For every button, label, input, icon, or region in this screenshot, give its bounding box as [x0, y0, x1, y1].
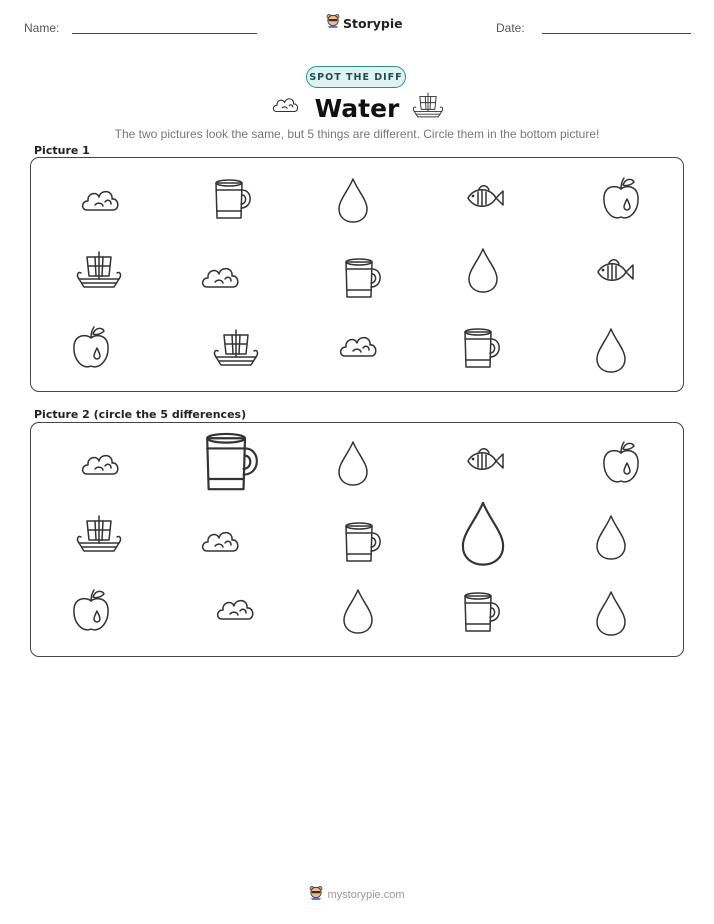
picture-1-item-ship[interactable] — [73, 249, 125, 293]
footer-url[interactable]: mystorypie.com — [327, 889, 405, 901]
name-label: Name: — [24, 21, 60, 35]
name-field-line[interactable] — [72, 33, 257, 34]
picture-1-item-cloud[interactable] — [337, 332, 381, 364]
picture-1-item-apple[interactable] — [599, 175, 643, 223]
picture-2-item-cloud[interactable] — [214, 595, 258, 627]
brand-name: Storypie — [343, 15, 403, 31]
date-field-line[interactable] — [542, 33, 691, 34]
picture-2-item-cloud[interactable] — [199, 527, 243, 559]
picture-2-item-drop[interactable] — [342, 588, 374, 634]
picture-2-item-mug[interactable] — [197, 431, 261, 495]
picture-1-item-drop[interactable] — [467, 247, 499, 293]
picture-2-item-drop[interactable] — [595, 590, 627, 636]
picture-2-item-drop[interactable] — [595, 514, 627, 560]
picture-2-item-fish[interactable] — [458, 446, 506, 476]
picture-1-label: Picture 1 — [34, 144, 90, 157]
picture-1-item-drop[interactable] — [595, 327, 627, 373]
picture-2-item-drop[interactable] — [337, 440, 369, 486]
picture-2-panel — [30, 422, 684, 657]
instructions: The two pictures look the same, but 5 things are different. Circle them in the bottom picture! — [114, 127, 600, 141]
picture-2-item-ship[interactable] — [73, 513, 125, 557]
storypie-logo-icon — [326, 13, 340, 33]
picture-1-item-ship[interactable] — [210, 327, 262, 371]
picture-1-item-fish[interactable] — [588, 257, 636, 287]
page-title: Water — [314, 93, 400, 123]
picture-1-item-mug[interactable] — [458, 327, 502, 371]
footer — [0, 885, 714, 905]
spot-the-diff-badge: SPOT THE DIFF — [306, 66, 406, 88]
picture-1-item-drop[interactable] — [337, 177, 369, 223]
picture-1-item-cloud[interactable] — [199, 263, 243, 295]
picture-1-item-fish[interactable] — [458, 183, 506, 213]
picture-2-item-cloud[interactable] — [79, 450, 123, 482]
picture-2-item-mug[interactable] — [458, 591, 502, 635]
picture-1-panel — [30, 157, 684, 392]
title-row — [0, 92, 714, 124]
picture-1-item-apple[interactable] — [69, 324, 113, 372]
picture-1-item-mug[interactable] — [339, 257, 383, 301]
picture-2-item-drop[interactable] — [460, 500, 506, 567]
picture-2-item-apple[interactable] — [599, 439, 643, 487]
picture-2-item-apple[interactable] — [69, 587, 113, 635]
viking-ship-icon — [413, 92, 443, 125]
picture-1-item-cloud[interactable] — [79, 186, 123, 218]
cloud-icon — [271, 95, 301, 122]
picture-1-item-mug[interactable] — [209, 178, 253, 222]
storypie-logo-icon — [309, 885, 323, 905]
date-label: Date: — [496, 21, 525, 35]
picture-2-item-mug[interactable] — [339, 521, 383, 565]
brand-logo — [326, 13, 403, 33]
picture-2-label: Picture 2 (circle the 5 differences) — [34, 408, 247, 421]
